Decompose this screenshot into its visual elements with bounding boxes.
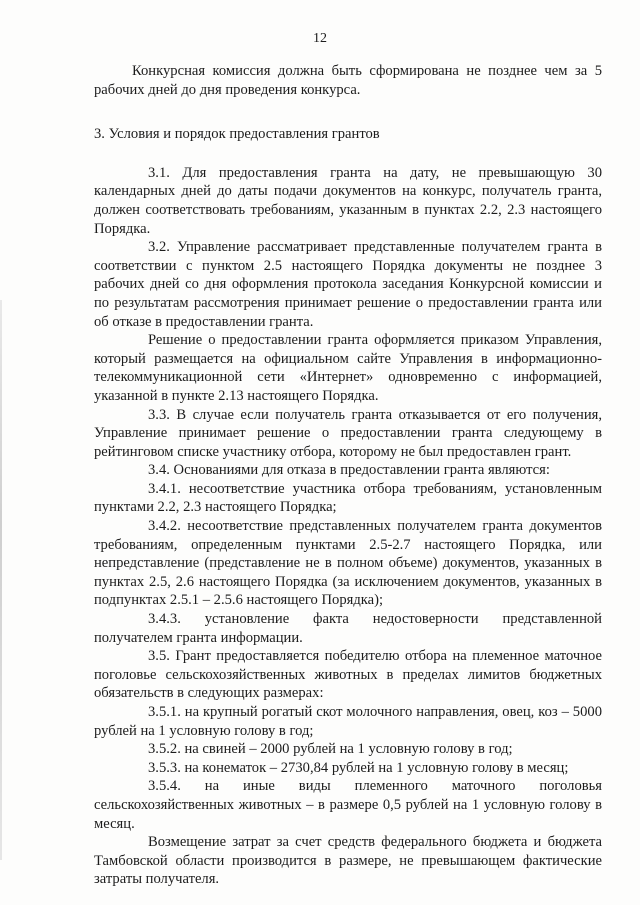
paragraph-3-4: 3.4. Основаниями для отказа в предоставлении гранта являются: (148, 462, 550, 479)
paragraph-3-5-4: 3.5.4. на иные виды племенного маточного поголовья сельскохозяйственных животных – в размере 0,5 рублей на 1 условную голову в месяц. (94, 778, 602, 832)
page-number: 12 (313, 31, 327, 46)
intro-paragraph: Конкурсная комиссия должна быть сформирована не позднее чем за 5 рабочих дней до дня проведения конкурса. (94, 63, 602, 98)
paragraph-3-4-2: 3.4.2. несоответствие представленных получателем гранта документов требованиям, определенным пунктами 2.5-2.7 настоящего Порядка, или непредставление (представление не в полном объеме) документов, указанных в пунктах 2.5, 2.6 настоящего Порядка (за исключением документов, указанных в подпунктах 2.5.1 – 2.5.6 настоящего Порядка); (94, 518, 602, 609)
scan-edge-shadow (0, 300, 2, 860)
paragraph-3-5-3: 3.5.3. на конематок – 2730,84 рублей на 1 условную голову в месяц; (148, 759, 569, 776)
paragraph-3-2: 3.2. Управление рассматривает представленные получателем гранта в соответствии с пунктом 2.5 настоящего Порядка документы не позднее 3 рабочих дней со дня оформления протокола заседания Конкурсной комиссии и по результатам рассмотрения принимает решение о предоставлении гранта или об отказе в предоставлении гранта. (94, 239, 602, 330)
paragraph-3-4-3: 3.4.3. установление факта недостоверности представленной получателем гранта информации. (94, 611, 602, 646)
paragraph-3-5: 3.5. Грант предоставляется победителю отбора на племенное маточное поголовье сельскохозяйственных животных в пределах лимитов бюджетных обязательств в следующих размерах: (94, 648, 602, 702)
paragraph-3-5-2: 3.5.2. на свиней – 2000 рублей на 1 условную голову в год; (148, 741, 513, 758)
paragraph-3-5-1: 3.5.1. на крупный рогатый скот молочного направления, овец, коз – 5000 рублей на 1 условную голову в год; (94, 704, 602, 739)
section-title: 3. Условия и порядок предоставления грантов (94, 126, 380, 143)
paragraph-3-1: 3.1. Для предоставления гранта на дату, не превышающую 30 календарных дней до даты подачи документов на конкурс, получатель гранта, должен соответствовать требованиям, указанным в пунктах 2.2, 2.3 настоящего Порядка. (94, 164, 602, 237)
paragraph-3-3: 3.3. В случае если получатель гранта отказывается от его получения, Управление принимает решение о предоставлении гранта следующему в рейтинговом списке участнику отбора, которому не был предоставлен грант. (94, 406, 602, 460)
paragraph-decision: Решение о предоставлении гранта оформляется приказом Управления, который размещается на официальном сайте Управления в информационно-телекоммуникационной сети «Интернет» одновременно с информацией, указанной в пункте 2.13 настоящего Порядка. (94, 332, 602, 404)
paragraph-3-4-1: 3.4.1. несоответствие участника отбора требованиям, установленным пунктами 2.2, 2.3 настоящего Порядка; (94, 480, 602, 516)
paragraph-reimbursement: Возмещение затрат за счет средств федерального бюджета и бюджета Тамбовской области производится в размере, не превышающем фактические затраты получателя. (94, 834, 602, 888)
document-body (94, 62, 602, 889)
